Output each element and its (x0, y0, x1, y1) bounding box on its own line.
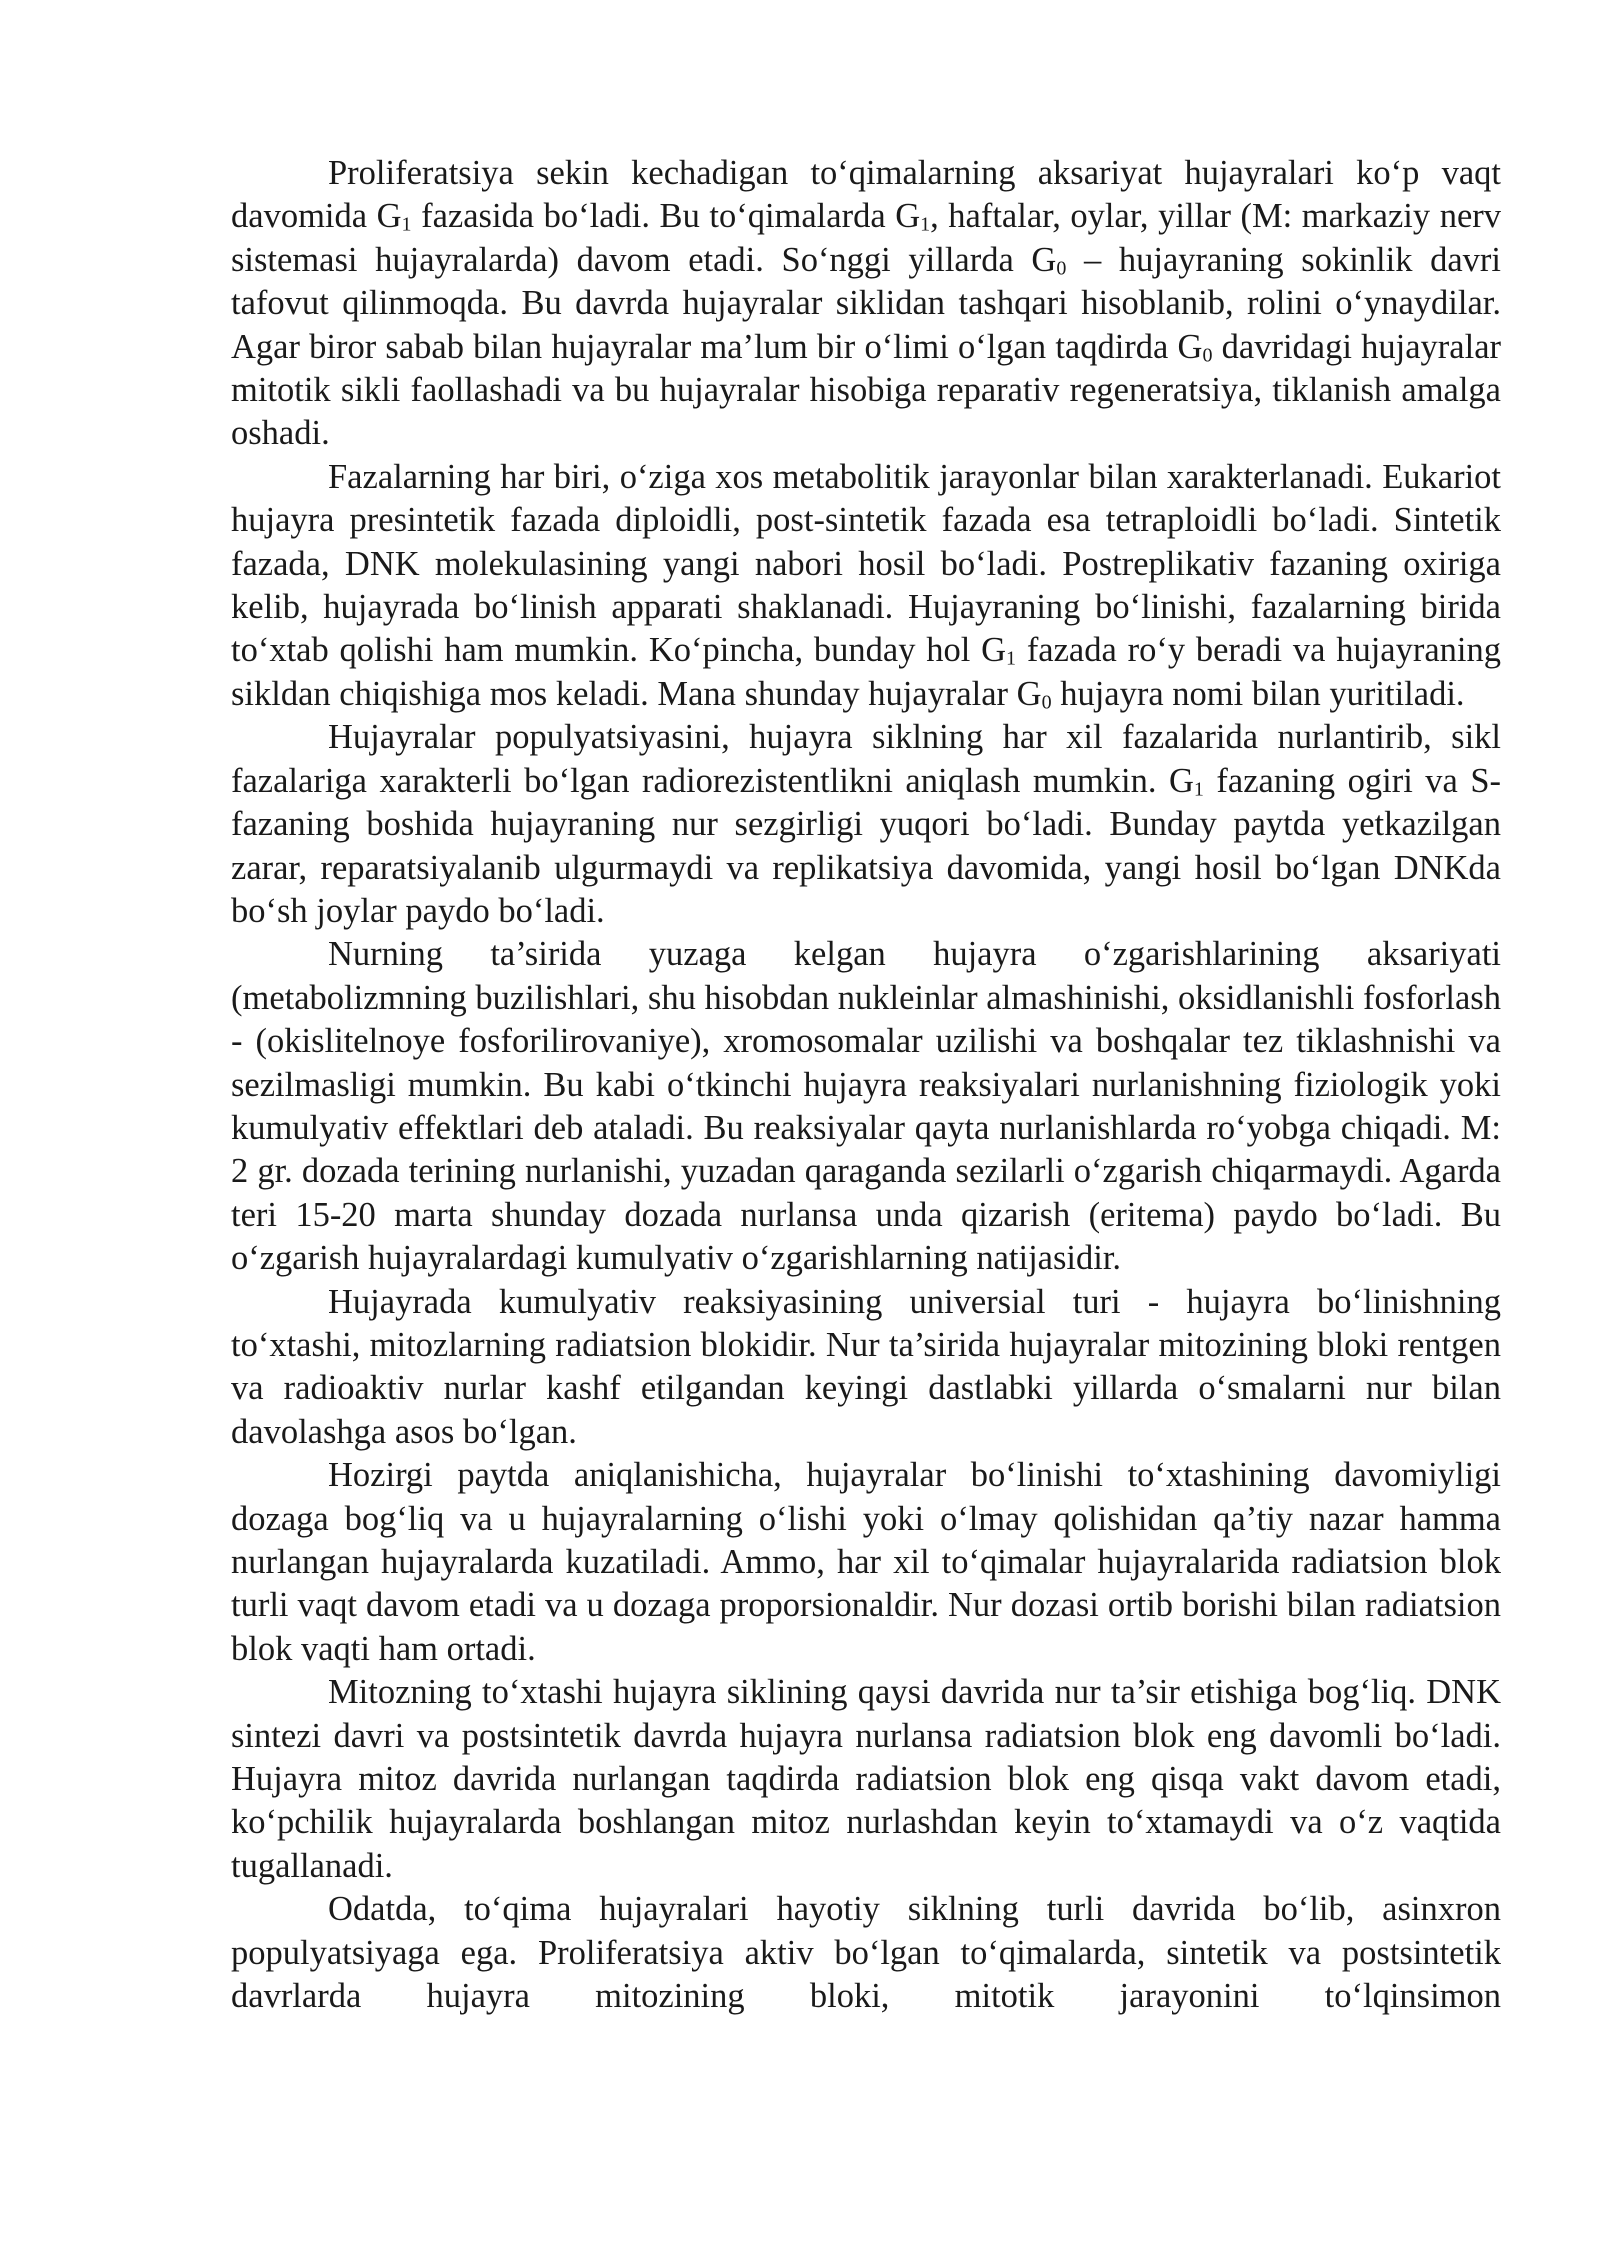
text-run: Nurning ta’sirida yuzaga kelgan hujayra o‘zgarishlarining aksariyati (metabolizmning buzilishlari, shu hisobdan nukleinlar almashinishi, oksidlanishli fosforlash - (okislitelnoye fosforilirovaniye), xromosomalar uzilishi va boshqalar tez tiklashnishi va sezilmasligi mumkin. Bu kabi o‘tkinchi hujayra reaksiyalari nurlanishning fiziologik yoki kumulyativ effektlari deb ataladi. Bu reaksiyalar qayta nurlanishlarda ro‘yobga chiqadi. M: 2 gr. dozada terining nurlanishi, yuzadan qaraganda sezilarli o‘zgarish chiqarmaydi. Agarda teri 15-20 marta shunday dozada nurlansa unda qizarish (eritema) paydo bo‘ladi. Bu o‘zgarish hujayralardagi kumulyativ o‘zgarishlarning natijasidir. (231, 935, 1501, 1278)
text-run: Hujayralar populyatsiyasini, hujayra siklning har xil fazalarida nurlantirib, sikl fazalariga xarakterli bo‘lgan radiorezistentlikni aniqlash mumkin. G (231, 718, 1501, 800)
text-run: , haftalar, oylar, yillar (M: markaziy nerv sistemasi hujayralarda) davom etadi. So‘nggi yillarda G (231, 197, 1502, 279)
subscript: 1 (1193, 778, 1204, 801)
subscript: 0 (1056, 257, 1067, 280)
text-run: fazasida bo‘ladi. Bu to‘qimalarda G (411, 197, 921, 236)
text-run: hujayra nomi bilan yuritiladi. (1051, 674, 1465, 713)
subscript: 1 (920, 214, 931, 236)
paragraph (231, 456, 1501, 716)
text-run: Hujayrada kumulyativ reaksiyasining universial turi - hujayra bo‘linishning to‘xtashi, mitozlarning radiatsion blokidir. Nur ta’sirida hujayralar mitozining bloki rentgen va radioaktiv nurlar kashf etilgandan keyingi dastlabki yillarda o‘smalarni nur bilan davolashga asos bo‘lgan. (231, 1282, 1501, 1451)
text-run: Odatda, to‘qima hujayralari hayotiy siklning turli davrida bo‘lib, asinxron populyatsiyaga ega. Proliferatsiya aktiv bo‘lgan to‘qimalarda, sintetik va postsintetik davrlarda hujayra mitozining bloki, mitotik jarayonini to‘lqinsimon (231, 1890, 1501, 2016)
paragraph (231, 1281, 1501, 1455)
subscript: 0 (1202, 344, 1213, 367)
text-run: Proliferatsiya sekin kechadigan to‘qimalarning aksariyat hujayralari ko‘p vaqt davomida G (231, 154, 1501, 236)
text-run: Hozirgi paytda aniqlanishicha, hujayralar bo‘linishi to‘xtashining davomiyligi dozaga bog‘liq va u hujayralarning o‘lishi yoki o‘lmay qolishidan qa’tiy nazar hamma nurlangan hujayralarda kuzatiladi. Ammo, har xil to‘qimalar hujayralarida radiatsion blok turli vaqt davom etadi va u dozaga proporsionaldir. Nur dozasi ortib borishi bilan radiatsion blok vaqti ham ortadi. (231, 1456, 1501, 1668)
text-run: fazada ro‘y beradi va hujayraning sikldan chiqishiga mos keladi. Mana shunday hujayralar G (231, 631, 1502, 713)
paragraph (231, 1888, 1501, 2018)
text-run: davridagi hujayralar mitotik sikli faollashadi va bu hujayralar hisobiga reparativ regeneratsiya, tiklanish amalga oshadi. (231, 327, 1501, 453)
subscript: 1 (1006, 648, 1017, 671)
document-page (231, 152, 1501, 2018)
paragraph (231, 1454, 1501, 1671)
paragraph (231, 152, 1501, 456)
text-run: fazaning ogiri va S- fazaning boshida hujayraning nur sezgirligi yuqori bo‘ladi. Bunday paytda yetkazilgan zarar, reparatsiyalanib ulgurmaydi va replikatsiya davomida, yangi hosil bo‘lgan DNKda bo‘sh joylar paydo bo‘ladi. (231, 761, 1501, 930)
subscript: 0 (1041, 691, 1052, 714)
text-run: – hujayraning sokinlik davri tafovut qilinmoqda. Bu davrda hujayralar siklidan tashqari hisoblanib, rolini o‘ynaydilar. Agar biror sabab bilan hujayralar ma’lum bir o‘limi o‘lgan taqdirda G (231, 240, 1502, 366)
paragraph (231, 933, 1501, 1280)
text-run: Mitozning to‘xtashi hujayra siklining qaysi davrida nur ta’sir etishiga bog‘liq. DNK sintezi davri va postsintetik davrda hujayra nurlansa radiatsion blok eng davomli bo‘ladi. Hujayra mitoz davrida nurlangan taqdirda radiatsion blok eng qisqa vakt davom etadi, ko‘pchilik hujayralarda boshlangan mitoz nurlashdan keyin to‘xtamaydi va o‘z vaqtida tugallanadi. (231, 1673, 1501, 1885)
paragraph (231, 716, 1501, 933)
paragraph (231, 1671, 1501, 1888)
text-run: Fazalarning har biri, o‘ziga xos metabolitik jarayonlar bilan xarakterlanadi. Eukariot hujayra presintetik fazada diploidli, post-sintetik fazada esa tetraploidli bo‘ladi. Sintetik fazada, DNK molekulasining yangi nabori hosil bo‘ladi. Postreplikativ fazaning oxiriga kelib, hujayrada bo‘linish apparati shaklanadi. Hujayraning bo‘linishi, fazalarning birida to‘xtab qolishi ham mumkin. Ko‘pincha, bunday hol G (231, 457, 1501, 670)
subscript: 1 (401, 214, 412, 236)
